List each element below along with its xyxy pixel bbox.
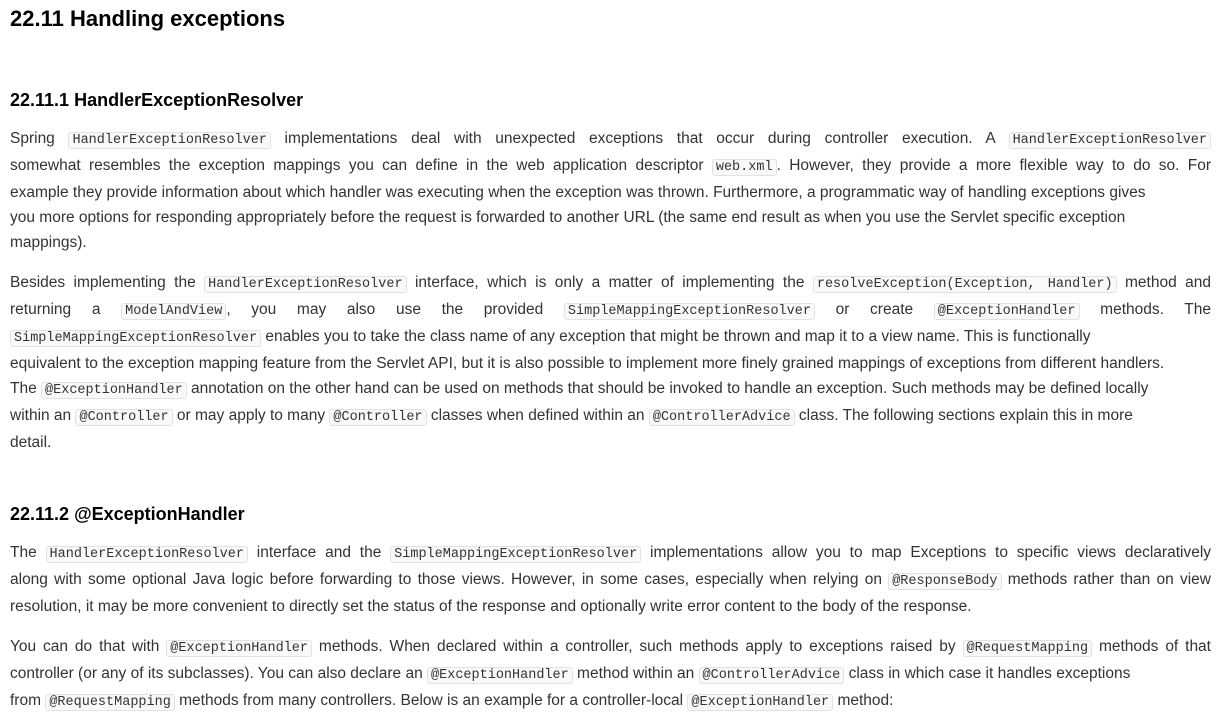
text-run: interface, which is only a matter of implementing the — [406, 274, 813, 291]
inline-code: @ExceptionHandler — [687, 694, 833, 711]
text-run: The — [10, 544, 46, 561]
inline-code: HandlerExceptionResolver — [204, 276, 406, 293]
text-run: interface and the — [247, 544, 391, 561]
inline-code: @ExceptionHandler — [427, 667, 573, 684]
text-run: You can do that with — [10, 638, 167, 655]
text-run: or create — [814, 301, 934, 318]
text-run: enables you to take the class name of any exception that might be thrown and map it to a view name. This is functionally — [261, 328, 1091, 345]
text-line: you more options for responding appropriately before the request is forwarded to another URL (the same end result as when you use the Servlet specific exception — [10, 209, 1126, 226]
inline-code: HandlerExceptionResolver — [68, 132, 270, 149]
text-run: annotation on the other hand can be used on methods that should be invoked to handle an exception. Such methods may be defined locally — [186, 380, 1149, 397]
inline-code: @ResponseBody — [888, 573, 1001, 590]
text-line — [10, 126, 1211, 153]
inline-code: ModelAndView — [121, 303, 226, 320]
inline-code: HandlerExceptionResolver — [46, 546, 248, 563]
inline-code: @RequestMapping — [45, 694, 175, 711]
inline-code: web.xml — [712, 159, 777, 176]
text-line: resolution, it may be more convenient to directly set the status of the response and optionally write error content to the body of the response. — [10, 598, 972, 615]
text-line — [10, 324, 1211, 351]
text-run: controller (or any of its subclasses). You can also declare an — [10, 665, 428, 682]
inline-code: @ExceptionHandler — [934, 303, 1080, 320]
inline-code: @ExceptionHandler — [166, 640, 312, 657]
text-run: implementations deal with unexpected exceptions that occur during controller execution. A — [270, 130, 1009, 147]
text-run: classes when defined within an — [426, 407, 649, 424]
text-run: returning a — [10, 301, 122, 318]
inline-code: @ExceptionHandler — [41, 382, 187, 399]
section-title: 22.11 Handling exceptions — [10, 6, 286, 31]
text-run: somewhat resembles the exception mappings you can define in the web application descriptor — [10, 157, 712, 174]
text-line — [10, 403, 1211, 430]
inline-code: @Controller — [75, 409, 172, 426]
inline-code: SimpleMappingExceptionResolver — [10, 330, 261, 347]
inline-code: SimpleMappingExceptionResolver — [390, 546, 641, 563]
text-run: . However, they provide a more flexible way to do so. For — [776, 157, 1212, 174]
text-run: Besides implementing the — [10, 274, 205, 291]
text-run: class in which case it handles exceptions — [844, 665, 1131, 682]
text-line: mappings). — [10, 234, 87, 251]
inline-code: @ControllerAdvice — [699, 667, 845, 684]
resolver-paragraph-1 — [10, 126, 1211, 255]
text-run: method and — [1116, 274, 1211, 291]
text-line — [10, 661, 1211, 688]
text-line — [10, 270, 1211, 297]
text-line — [10, 153, 1211, 180]
text-run: methods from many controllers. Below is an example for a controller-local — [174, 692, 688, 709]
text-run: Spring — [10, 130, 69, 147]
text-run: methods. The — [1079, 301, 1212, 318]
text-run: method: — [833, 692, 894, 709]
inline-code: resolveException(Exception, Handler) — [813, 276, 1117, 293]
text-line: equivalent to the exception mapping feature from the Servlet API, but it is also possible to implement more finely grained mappings of exceptions from different handlers. — [10, 355, 1165, 372]
inline-code: @ControllerAdvice — [649, 409, 795, 426]
inline-code: @Controller — [329, 409, 426, 426]
text-run: methods. When declared within a controller, such methods apply to exceptions raised by — [312, 638, 963, 655]
text-run: implementations allow you to map Exceptions to specific views declaratively — [641, 544, 1212, 561]
text-run: methods rather than on view — [1001, 571, 1211, 588]
inline-code: HandlerExceptionResolver — [1009, 132, 1211, 149]
text-line: example they provide information about which handler was executing when the exception was thrown. Furthermore, a programmatic way of handling exceptions gives — [10, 184, 1146, 201]
resolver-paragraph-2 — [10, 270, 1211, 455]
text-line — [10, 376, 1211, 403]
text-line — [10, 567, 1211, 594]
text-line — [10, 540, 1211, 567]
text-run: class. The following sections explain this in more — [794, 407, 1133, 424]
subsection-title-handler-exception-resolver: 22.11.1 HandlerExceptionResolver — [10, 90, 304, 110]
text-run: methods of that — [1092, 638, 1211, 655]
text-run: or may apply to many — [172, 407, 330, 424]
text-run: within an — [10, 407, 76, 424]
text-line — [10, 688, 1211, 715]
text-run: , you may also use the provided — [226, 301, 564, 318]
handler-paragraph-2 — [10, 634, 1211, 715]
inline-code: SimpleMappingExceptionResolver — [564, 303, 815, 320]
text-run: along with some optional Java logic before forwarding to those views. However, in some cases, especially when relying on — [10, 571, 889, 588]
text-run: method within an — [572, 665, 699, 682]
text-line: detail. — [10, 434, 52, 451]
handler-paragraph-1 — [10, 540, 1211, 619]
text-line — [10, 297, 1211, 324]
text-run: from — [10, 692, 46, 709]
subsection-title-exception-handler: 22.11.2 @ExceptionHandler — [10, 504, 245, 524]
text-run: The — [10, 380, 42, 397]
inline-code: @RequestMapping — [963, 640, 1093, 657]
text-line — [10, 634, 1211, 661]
